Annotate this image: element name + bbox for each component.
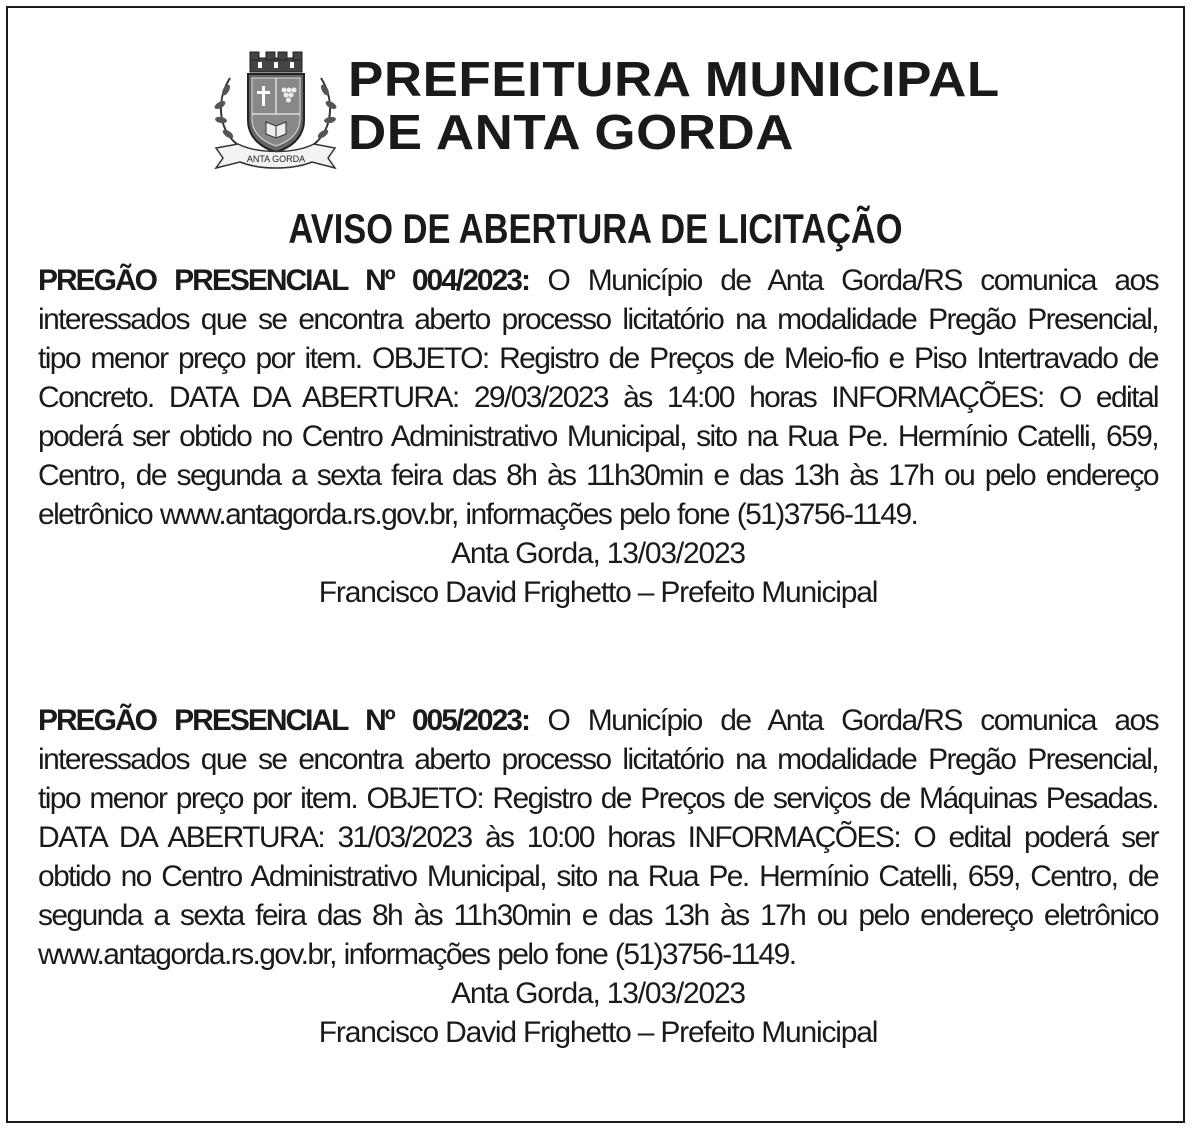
- signatory: Francisco David Frighetto – Prefeito Municipal: [318, 1016, 878, 1049]
- signatory: Francisco David Frighetto – Prefeito Municipal: [318, 576, 878, 609]
- notice-body: O Município de Anta Gorda/RS comunica aos interessados que se encontra aberto processo licitatório na modalidade Pregão Presencial, tipo menor preço por item. OBJETO: Registro de Preços de serviços de Máquinas Pesadas. DATA DA ABERTURA: 31/03/2023 às 10:00 horas INFORMAÇÕES: O edital poderá ser obtido no Centro Administrativo Municipal, sito na Rua Pe. Hermínio Catelli, 659, Centro, de segunda a sexta feira das 8h às 11h30min e das 13h às 17h ou pelo endereço eletrônico www.antagorda.rs.gov.br, informações pelo fone (51)3756-1149.: [38, 704, 1158, 971]
- notice-frame: [6, 6, 1185, 1123]
- notice-paragraph: [38, 701, 1158, 974]
- notice-lead: PREGÃO PRESENCIAL Nº 004/2023:: [38, 264, 529, 297]
- notice-section: [38, 261, 1158, 612]
- municipal-crest-icon: [208, 50, 343, 175]
- notice-paragraph: [38, 261, 1158, 534]
- place-date: Anta Gorda, 13/03/2023: [451, 977, 745, 1010]
- org-name-line2: DE ANTA GORDA: [348, 106, 795, 160]
- header: [208, 48, 1000, 178]
- crest-ribbon-text: ANTA GORDA: [246, 154, 306, 164]
- notice-title: [8, 202, 1183, 256]
- notice-lead: PREGÃO PRESENCIAL Nº 005/2023:: [38, 704, 529, 737]
- org-name: [348, 54, 1000, 160]
- notice-body: O Município de Anta Gorda/RS comunica aos interessados que se encontra aberto processo licitatório na modalidade Pregão Presencial, tipo menor preço por item. OBJETO: Registro de Preços de Meio-fio e Piso Intertravado de Concreto. DATA DA ABERTURA: 29/03/2023 às 14:00 horas INFORMAÇÕES: O edital poderá ser obtido no Centro Administrativo Municipal, sito na Rua Pe. Hermínio Catelli, 659, Centro, de segunda a sexta feira das 8h às 11h30min e das 13h às 17h ou pelo endereço eletrônico www.antagorda.rs.gov.br, informações pelo fone (51)3756-1149.: [38, 264, 1158, 531]
- notice-section: [38, 701, 1158, 1052]
- org-name-line1: PREFEITURA MUNICIPAL: [348, 53, 1000, 107]
- place-date: Anta Gorda, 13/03/2023: [451, 537, 745, 570]
- notice-title-text: AVISO DE ABERTURA DE LICITAÇÃO: [288, 205, 903, 252]
